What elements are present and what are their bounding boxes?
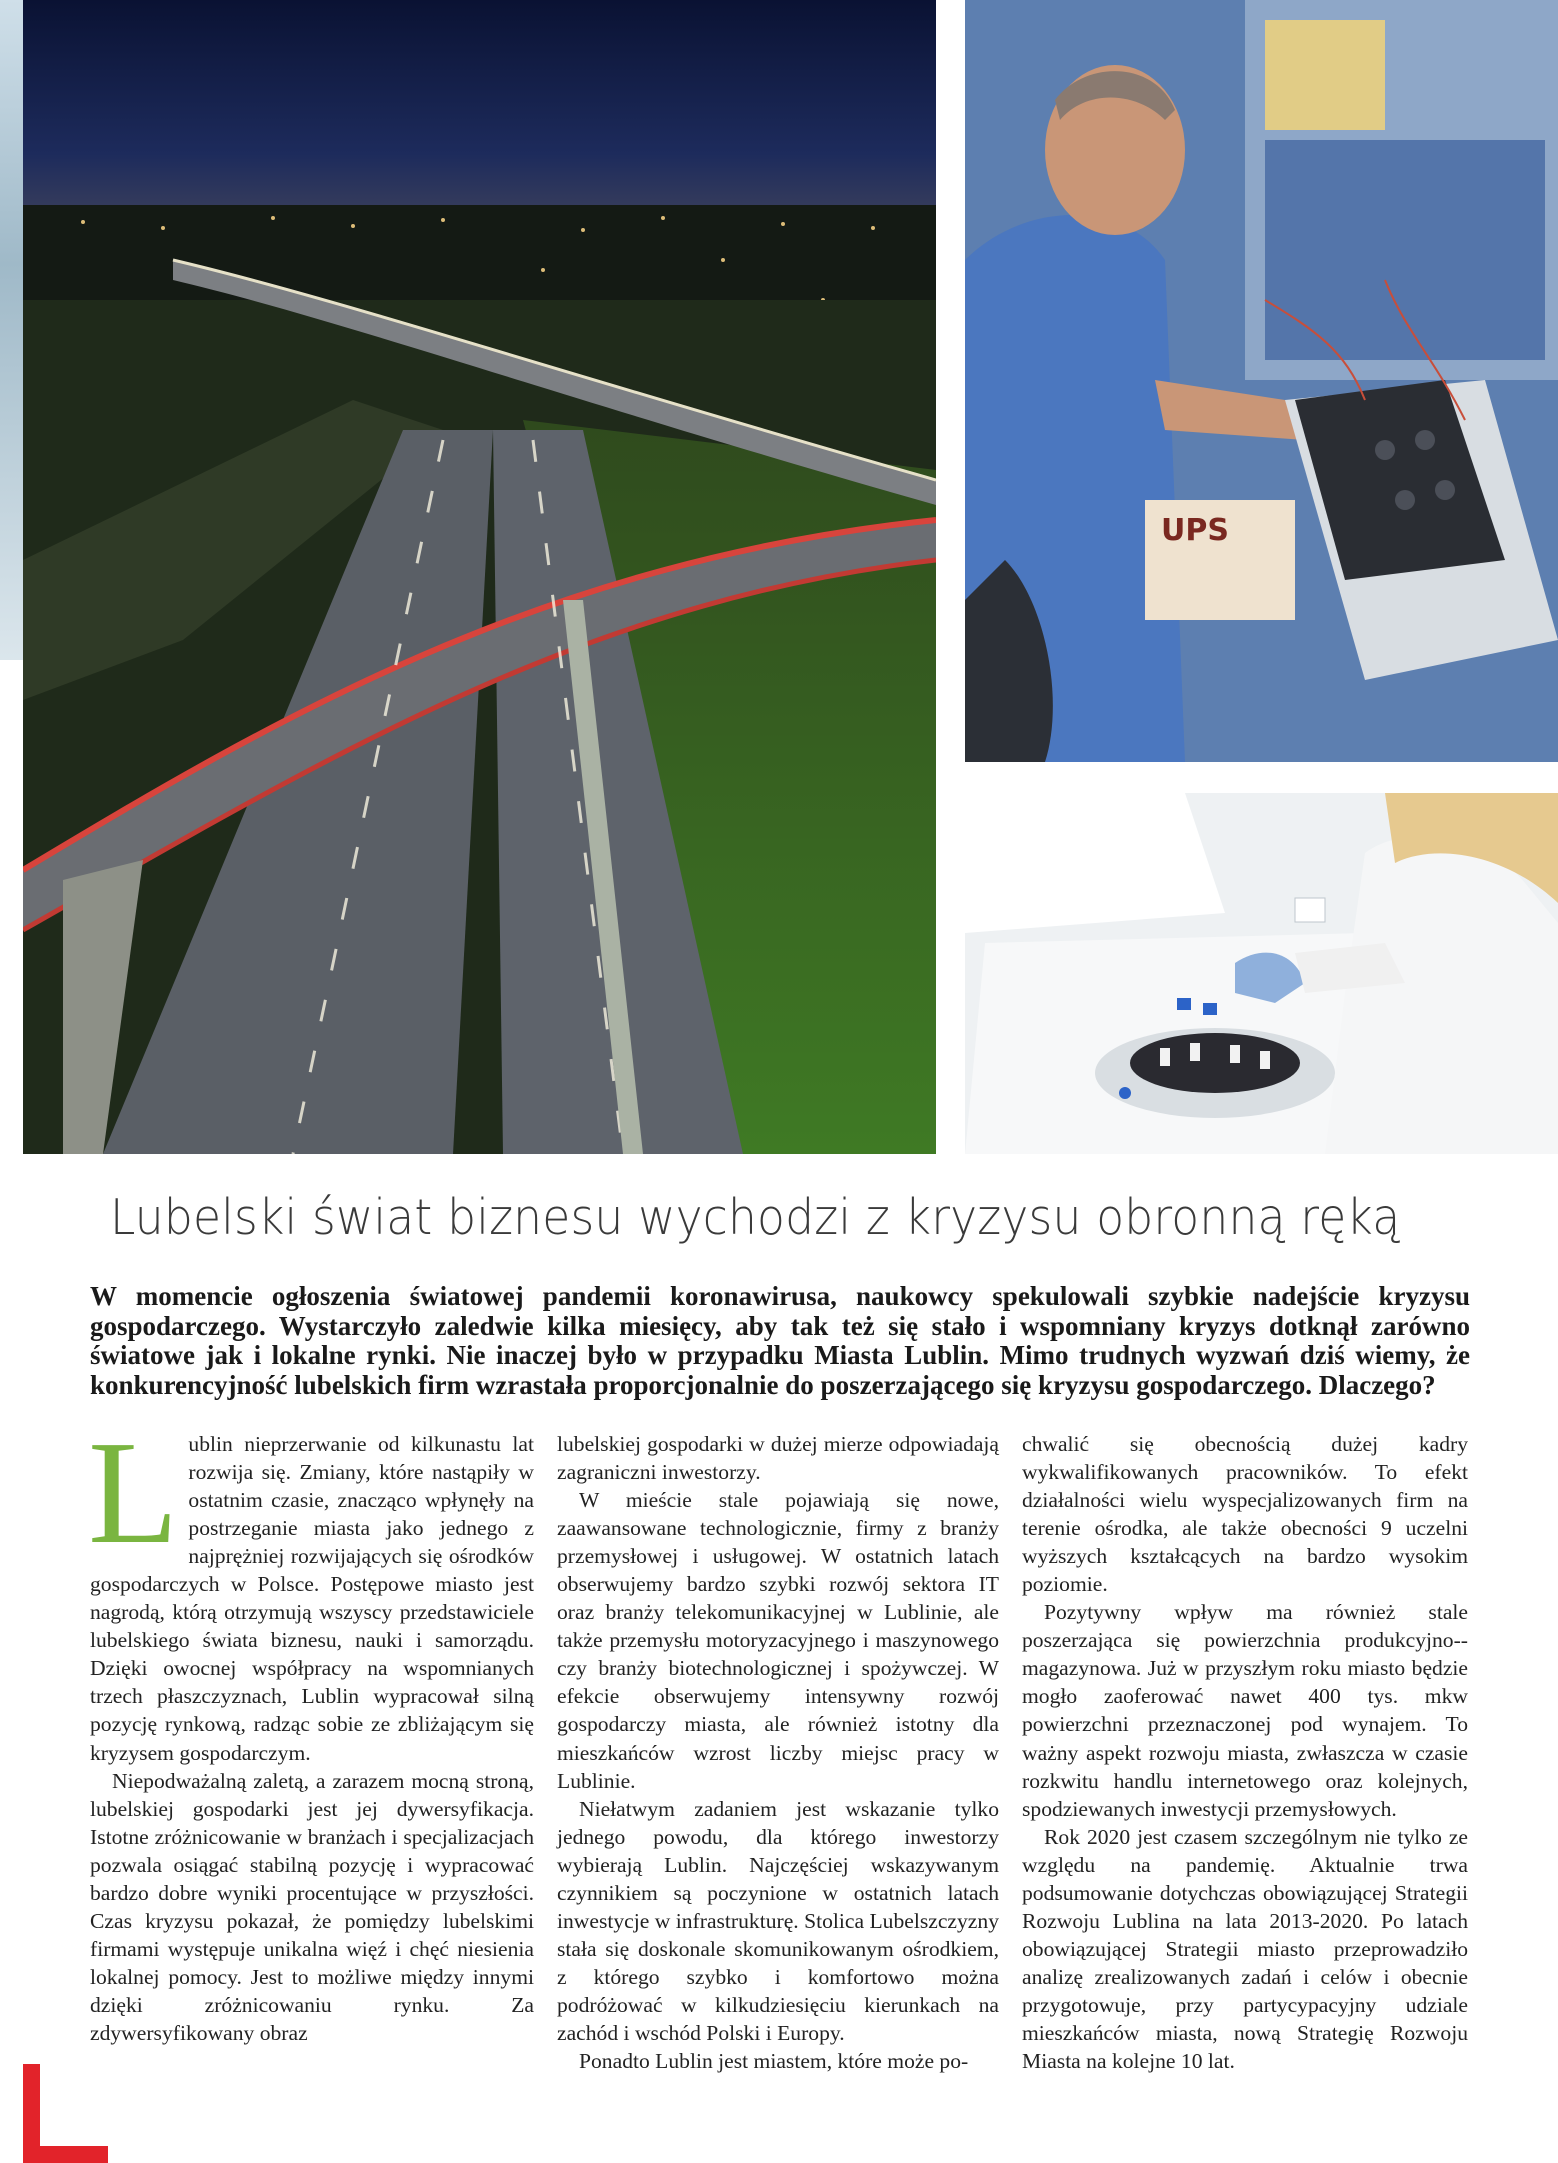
- photo-lab-centrifuge: [965, 793, 1558, 1154]
- neighbor-page-edge: [0, 0, 23, 660]
- box-label: UPS: [1161, 513, 1229, 548]
- technician-illustration: [965, 0, 1558, 762]
- paragraph: Pozytywny wpływ ma również stale poszerzająca się powierzchnia produkcyjno--magazynowa. Już w przyszłym roku miasto będzie mogło zaoferować nawet 400 tys. mkw powierzchni przeznaczonej pod wynajem. To ważny aspekt rozwoju miasta, zwłaszcza w czasie rozkwitu handlu internetowego oraz kolejnych, spodziewanych inwestycji przemysłowych.: [1022, 1600, 1468, 1821]
- red-corner-accent-horizontal: [23, 2146, 108, 2163]
- highway-illustration: [23, 0, 936, 1154]
- paragraph: Niepodważalną zaletą, a zarazem mocną stroną, lubelskiej gospodarki jest jej dywersyfikacja. Istotne zróżnicowanie w branżach i specjalizacjach pozwala osiągać stabilną pozycję i wypracować bardzo dobre wyniki procentujące w przyszłości. Czas kryzysu pokazał, że pomiędzy lubelskimi firmami występuje unikalna więź i chęć niesienia lokalnej pomocy. Jest to możliwe między innymi dzięki zróżnicowaniu rynku. Za zdywersyfikowany obraz: [90, 1768, 534, 2045]
- photo-technician-assembly: [965, 0, 1558, 762]
- paragraph: [88, 1411, 534, 1767]
- paragraph-text: ublin nieprzerwanie od kilkunastu lat rozwija się. Zmiany, które nastąpiły w ostatnim czasie, znacząco wpłynęły na postrzeganie miasta jako jednego z najprężniej rozwijających się ośrodków gospodarczych w Polsce. Postępowe miasto jest nagrodą, którą otrzymują wszyscy przedstawiciele lubelskiego świata biznesu, nauki i samorządu. Dzięki owocnej współpracy na wspomnianych trzech płaszczyznach, Lublin wypracował silną pozycję rynkową, radząc sobie ze zbliżającym się kryzysem gospodarczym.: [90, 1432, 534, 1765]
- paragraph: W mieście stale pojawiają się nowe, zaawansowane technologicznie, firmy z branży przemysłowej i usługowej. W ostatnich latach obserwujemy bardzo szybki rozwój sektora IT oraz branży telekomunikacyjnej w Lublinie, ale także przemysłu motoryzacyjnego i maszynowego czy branży biotechnologicznej i spożywczej. W efekcie obserwujemy intensywny rozwój gospodarczy miasta, ale również istotny dla mieszkańców wzrost liczby miejsc pracy w Lublinie.: [557, 1488, 999, 1793]
- paragraph: lubelskiej gospodarki w dużej mierze odpowiadają zagraniczni inwestorzy.: [557, 1432, 999, 1485]
- paragraph: chwalić się obecnością dużej kadry wykwalifikowanych pracowników. To efekt działalności wielu wyspecjalizowanych firm na terenie ośrodka, ale także obecności 9 uczelni wyższych kształcących na bardzo wysokim poziomie.: [1022, 1432, 1468, 1597]
- paragraph: Niełatwym zadaniem jest wskazanie tylko jednego powodu, dla którego inwestorzy wybierają Lublin. Najczęściej wskazywanym czynnikiem są poczynione w ostatnich latach inwestycje w infrastrukturę. Stolica Lubelszczyzny stała się doskonale skomunikowanym ośrodkiem, z którego szybko i komfortowo można podróżować w kilkudziesięciu kierunkach na zachód i wschód Polski i Europy.: [557, 1796, 999, 2045]
- article-column-1: [88, 1411, 534, 2047]
- article-lead: W momencie ogłoszenia światowej pandemii koronawirusa, naukowcy spekulowali szybkie nadejście kryzysu gospodarczego. Wystarczyło zaledwie kilka miesięcy, aby tak też się stało i wspomniany kryzys dotknął zarówno światowe jak i lokalne rynki. Nie inaczej było w przypadku Miasta Lublin. Mimo trudnych wyzwań dziś wiemy, że konkurencyjność lubelskich firm wzrastała proporcjonalnie do poszerzającego się kryzysu gospodarczego. Dlaczego?: [90, 1281, 1470, 1400]
- article-column-3: [1022, 1430, 1468, 2075]
- photo-highway-interchange: [23, 0, 936, 1154]
- drop-cap: L: [88, 1411, 179, 1575]
- article-column-2: [557, 1430, 999, 2075]
- lab-illustration: [965, 793, 1558, 1154]
- article-title: Lubelski świat biznesu wychodzi z kryzysu obronną ręką: [110, 1189, 1401, 1246]
- paragraph: Rok 2020 jest czasem szczególnym nie tylko ze względu na pandemię. Aktualnie trwa podsumowanie dotychczas obowiązującej Strategii Rozwoju Lublina na lata 2013-2020. Po latach obowiązującej Strategii miasto przeprowadziło analizę zrealizowanych zadań i celów i obecnie przygotowuje, przy partycypacyjny udziale mieszkańców miasta, nową Strategię Rozwoju Miasta na kolejne 10 lat.: [1022, 1824, 1468, 2074]
- paragraph: Ponadto Lublin jest miastem, które może po-: [579, 2049, 969, 2074]
